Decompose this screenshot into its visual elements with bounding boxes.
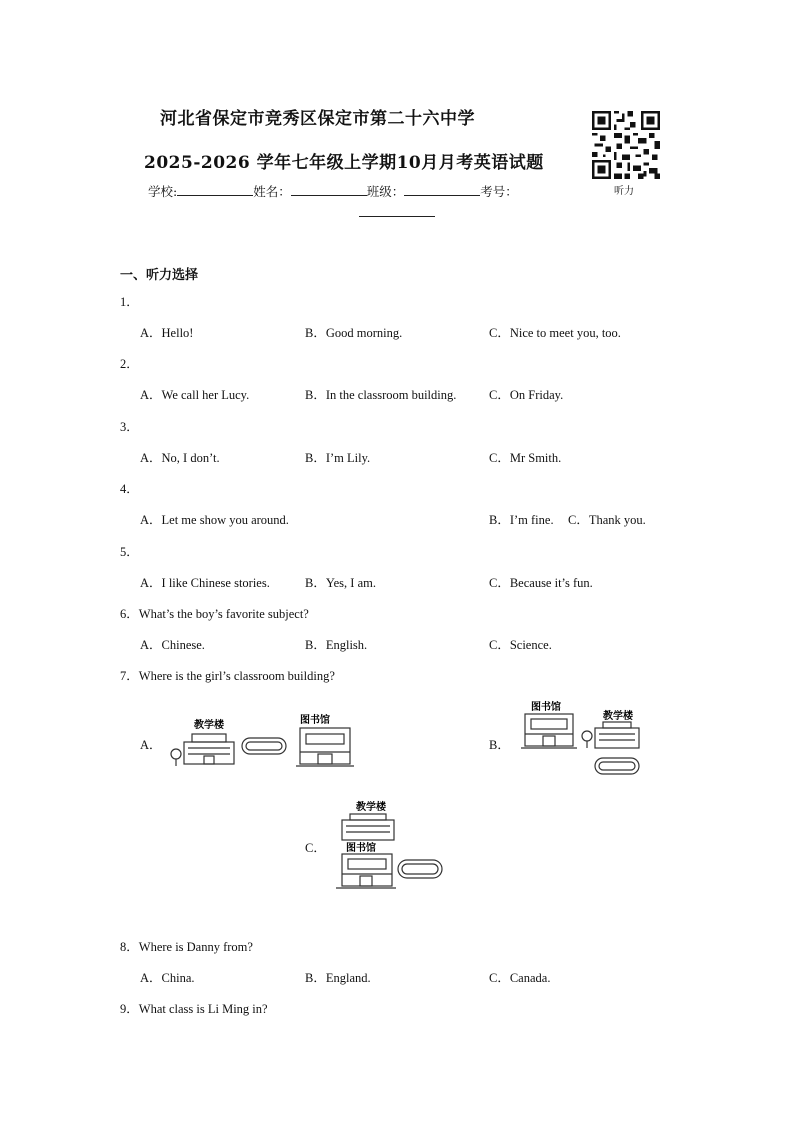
qr-caption: 听力 bbox=[614, 186, 634, 197]
question-number: 1． bbox=[120, 295, 139, 309]
library-label: 图书馆 bbox=[531, 702, 561, 713]
option-a[interactable]: A．I like Chinese stories. bbox=[140, 576, 270, 590]
option-c[interactable]: C．Because it’s fun. bbox=[489, 576, 593, 590]
option-c[interactable]: C．Science. bbox=[489, 638, 552, 652]
question-8 bbox=[120, 937, 253, 955]
class-field[interactable] bbox=[404, 182, 480, 196]
map-option-c[interactable] bbox=[330, 796, 446, 892]
school-field[interactable] bbox=[177, 182, 253, 196]
question-text: What class is Li Ming in? bbox=[138, 1002, 268, 1016]
classroom-building-label: 教学楼 bbox=[603, 711, 633, 722]
question-number: 3． bbox=[120, 420, 139, 434]
option-b[interactable]: B．Yes, I am. bbox=[305, 576, 376, 590]
option-a[interactable]: A．No, I don’t. bbox=[140, 451, 220, 465]
option-b[interactable]: B．In the classroom building. bbox=[305, 388, 457, 402]
title-line-2: 2025-2026 学年七年级上学期10月月考英语试题 bbox=[144, 153, 544, 173]
question-7 bbox=[120, 666, 335, 684]
option-b[interactable]: B．I’m Lily. bbox=[305, 451, 371, 465]
option-a[interactable]: A． bbox=[140, 738, 162, 752]
map-option-a[interactable] bbox=[166, 712, 356, 768]
question-number: 2． bbox=[120, 357, 139, 371]
student-info-row bbox=[148, 182, 518, 200]
option-c[interactable]: C．Thank you. bbox=[568, 513, 646, 527]
name-field[interactable] bbox=[291, 182, 367, 196]
question-number: 7． bbox=[120, 669, 139, 683]
option-a[interactable]: A．China. bbox=[140, 971, 195, 985]
question-number: 8． bbox=[120, 940, 139, 954]
option-a[interactable]: A．Let me show you around. bbox=[140, 513, 289, 527]
library-label: 图书馆 bbox=[346, 843, 376, 854]
classroom-building-label: 教学楼 bbox=[356, 802, 386, 813]
option-b[interactable]: B．Good morning. bbox=[305, 326, 403, 340]
option-b[interactable]: B．England. bbox=[305, 971, 371, 985]
option-a[interactable]: A．Hello! bbox=[140, 326, 194, 340]
qr-code-icon[interactable] bbox=[592, 111, 660, 179]
library-label: 图书馆 bbox=[300, 715, 330, 726]
option-c[interactable]: C． bbox=[305, 841, 326, 855]
question-9 bbox=[120, 999, 268, 1017]
option-b[interactable]: B．I’m fine. bbox=[489, 513, 554, 527]
option-b[interactable]: B． bbox=[489, 738, 510, 752]
question-number: 6． bbox=[120, 607, 139, 621]
question-number: 5． bbox=[120, 545, 139, 559]
option-a[interactable]: A．We call her Lucy. bbox=[140, 388, 250, 402]
name-label: 姓名： bbox=[253, 184, 291, 199]
title-line-1: 河北省保定市竞秀区保定市第二十六中学 bbox=[160, 109, 475, 129]
exam-no-field[interactable] bbox=[359, 202, 435, 217]
question-text: What’s the boy’s favorite subject? bbox=[138, 607, 309, 621]
option-b[interactable]: B．English. bbox=[305, 638, 368, 652]
question-text: Where is the girl’s classroom building? bbox=[138, 669, 335, 683]
option-c[interactable]: C．Nice to meet you, too. bbox=[489, 326, 621, 340]
question-number: 4． bbox=[120, 482, 139, 496]
classroom-building-label: 教学楼 bbox=[194, 720, 224, 731]
question-number: 9． bbox=[120, 1002, 139, 1016]
option-c[interactable]: C．Canada. bbox=[489, 971, 551, 985]
option-c[interactable]: C．On Friday. bbox=[489, 388, 564, 402]
question-6 bbox=[120, 604, 309, 622]
question-text: Where is Danny from? bbox=[138, 940, 253, 954]
school-label: 学校: bbox=[148, 184, 178, 199]
option-a[interactable]: A．Chinese. bbox=[140, 638, 205, 652]
exam-no-label: 考号： bbox=[480, 184, 518, 199]
option-c[interactable]: C．Mr Smith. bbox=[489, 451, 562, 465]
section-heading: 一、听力选择 bbox=[120, 268, 199, 283]
map-option-b[interactable] bbox=[515, 696, 645, 780]
class-label: 班级： bbox=[366, 184, 405, 199]
